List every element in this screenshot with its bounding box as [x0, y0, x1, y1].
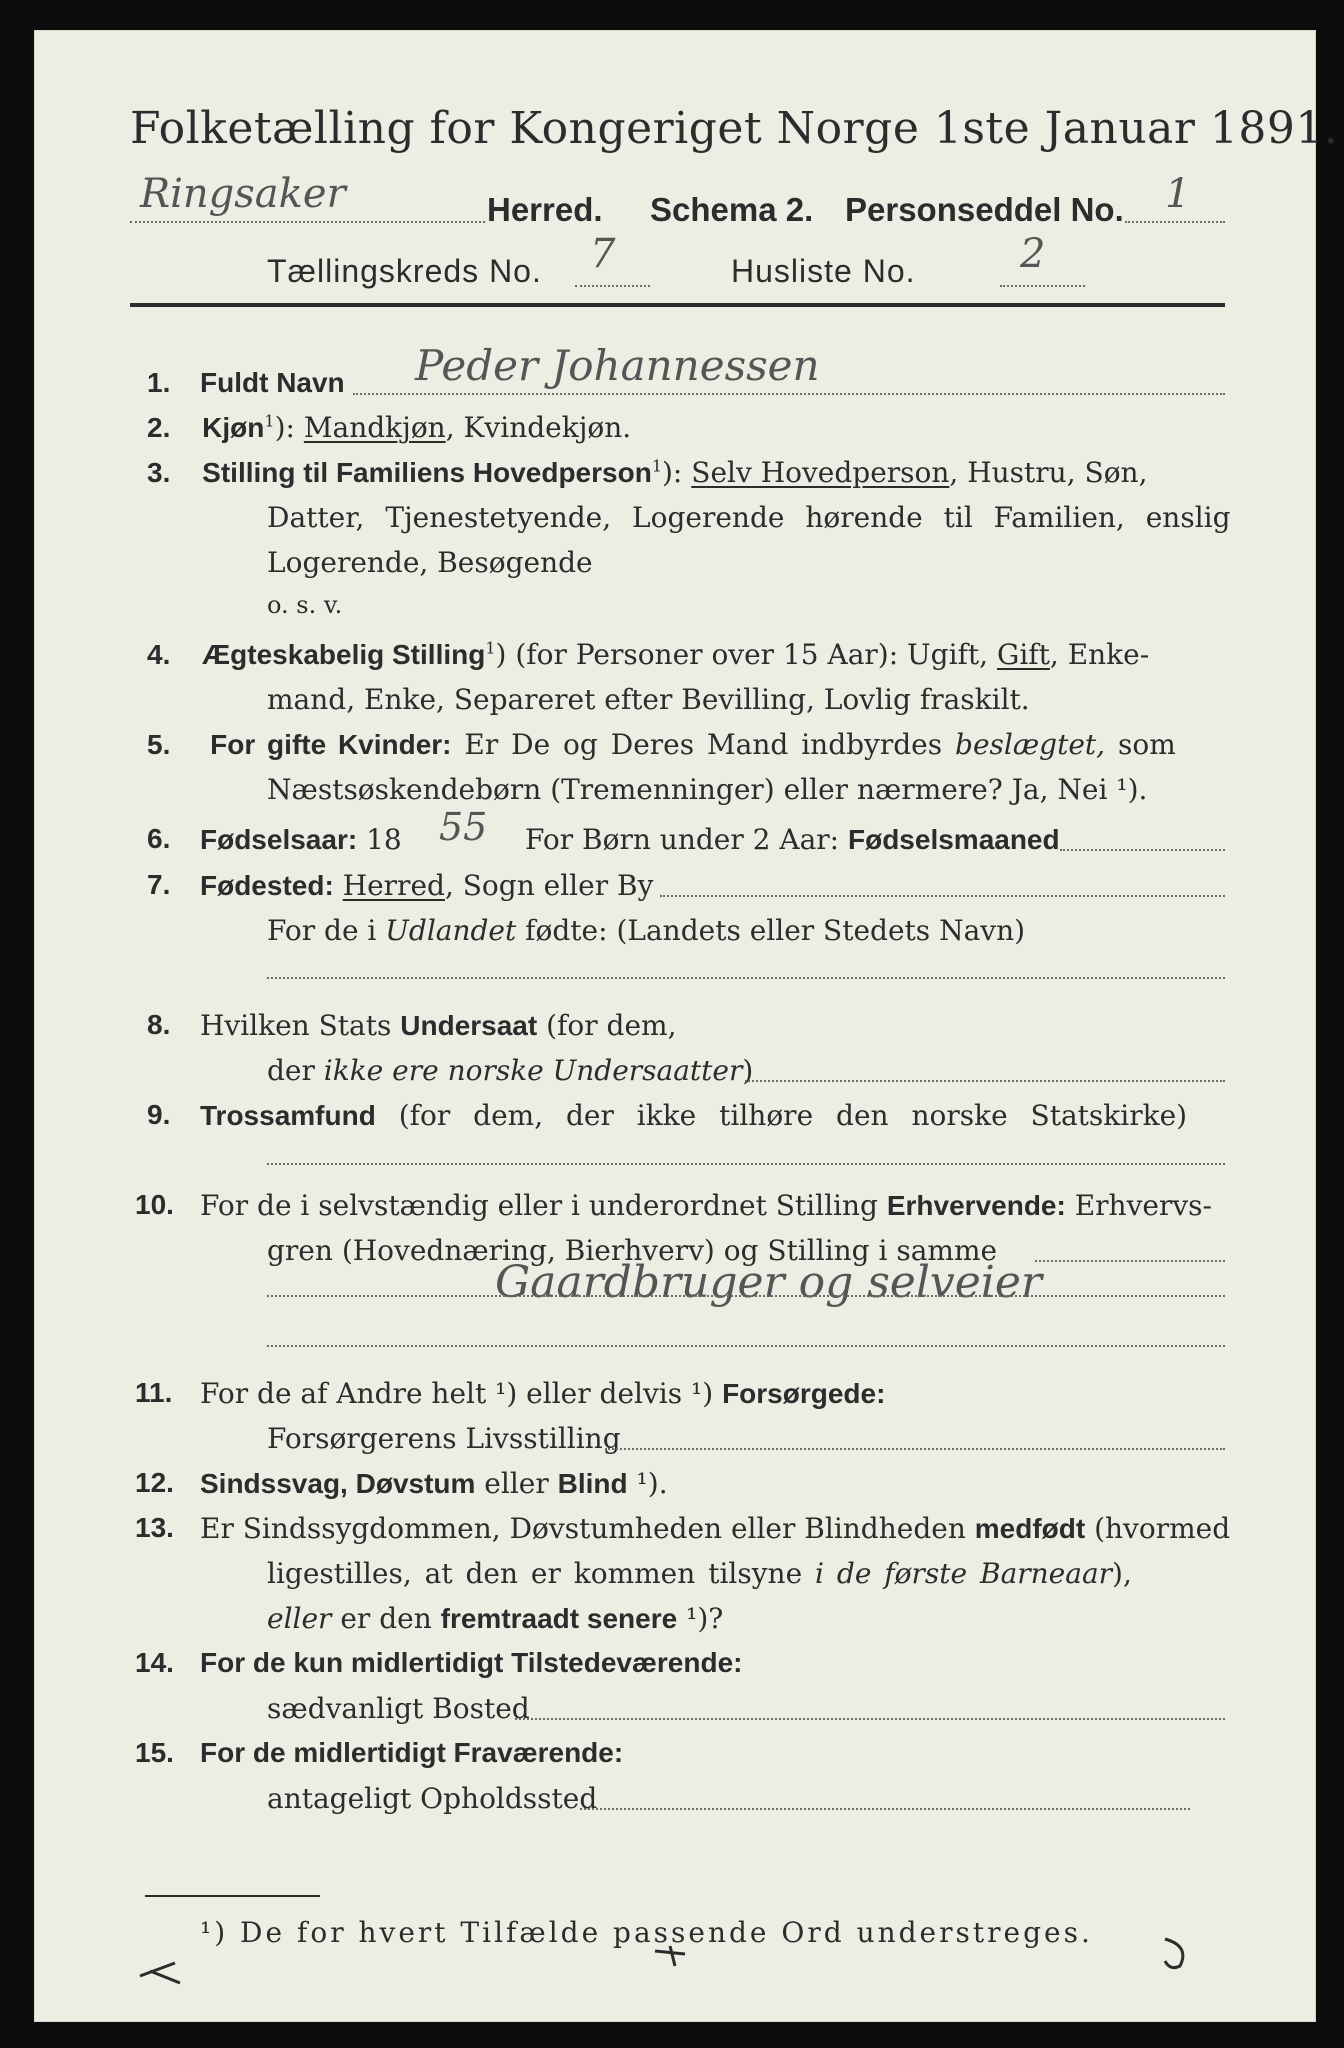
q13-line3-italic: eller: [267, 1602, 332, 1635]
q5-text1: Er De og Deres Mand indbyrdes: [451, 728, 956, 761]
q5-number: 5.: [147, 729, 171, 760]
q10-text1: For de i selvstændig eller i underordnet Stilling: [200, 1189, 887, 1222]
q9-line1: [200, 1099, 1187, 1132]
q11-text1: For de af Andre helt ¹) eller delvis ¹): [200, 1377, 723, 1410]
q15-dotline: [580, 1808, 1190, 1810]
q2-label: Kjøn: [202, 412, 265, 443]
q14-label: For de kun midlertidigt Tilstedeværende:: [200, 1647, 743, 1678]
q6-prefix: 18: [357, 823, 402, 856]
q13-line2-italic: i de første Barneaar: [815, 1557, 1113, 1590]
q8-line2a: der: [267, 1054, 324, 1087]
q7-line2: [267, 914, 1025, 947]
q2-option-kvindekjon: , Kvindekjøn.: [445, 411, 632, 444]
q10-dotline1: [1035, 1260, 1225, 1262]
q2-line: [147, 411, 631, 444]
q7-rest1: , Sogn eller By: [444, 869, 654, 902]
q3-line4: o. s. v.: [267, 591, 343, 619]
q13-line2a: ligestilles, at den er kommen tilsyne: [267, 1557, 816, 1590]
personseddel-label: Personseddel No.: [845, 191, 1124, 228]
q15-label: For de midlertidigt Fraværende:: [200, 1737, 624, 1768]
q13-label: medfødt: [974, 1513, 1086, 1544]
q8-rest1: (for dem,: [537, 1009, 677, 1042]
header-rule: [130, 303, 1225, 307]
q12-mid: eller: [475, 1467, 558, 1500]
q1-dotline: [353, 393, 1225, 395]
husliste-number: 2: [1020, 231, 1046, 277]
q5-line2: Næstsøskendebørn (Tremenninger) eller nærmere? Ja, Nei ¹).: [267, 773, 1148, 806]
q4-option-gift: Gift: [996, 638, 1050, 671]
q7-line2a: For de i: [267, 914, 386, 947]
q8-number: 8.: [147, 1009, 171, 1040]
q6-line: [200, 823, 402, 856]
q4-text1: ) (for Personer over 15 Aar): Ugift,: [495, 638, 997, 671]
q8-line1: [200, 1009, 676, 1042]
schema-label: Schema 2.: [650, 191, 814, 228]
herred-dotline: [130, 221, 485, 223]
q11-label: Forsørgede:: [722, 1378, 886, 1409]
q13-line2b: ),: [1112, 1557, 1132, 1590]
q13-line3a: er den: [331, 1602, 441, 1635]
q9-rest1: (for dem, der ikke tilhøre den norske Statskirke): [375, 1099, 1188, 1132]
q13-line1: [200, 1512, 1230, 1545]
personseddel-number: 1: [1165, 171, 1191, 217]
q3-line1: [147, 456, 1148, 489]
q13-line2: [267, 1557, 1132, 1590]
q11-line1: [200, 1377, 885, 1410]
q8-line2-italic: ikke ere norske Undersaatter: [323, 1054, 743, 1087]
q13-line3: [267, 1602, 723, 1635]
q13-line3b: ¹)?: [677, 1602, 724, 1635]
q3-sup: 1: [651, 456, 662, 476]
q7-line2-italic: Udlandet: [385, 914, 517, 947]
q6-label2: Fødselsmaaned: [847, 824, 1060, 855]
q7-line1: [200, 869, 653, 902]
q11-dotline: [605, 1448, 1225, 1450]
q15-number: 15.: [135, 1737, 174, 1768]
q13-line3-label: fremtraadt senere: [440, 1603, 678, 1634]
q7-line2b: fødte: (Landets eller Stedets Navn): [516, 914, 1026, 947]
q1-answer: Peder Johannessen: [415, 341, 820, 390]
q5-label: For gifte Kvinder:: [210, 729, 452, 760]
q15-line2: antageligt Opholdssted: [267, 1782, 598, 1815]
herred-handwritten: Ringsaker: [140, 171, 346, 217]
q12-label2: Blind: [557, 1468, 628, 1499]
ink-mark-left: [135, 1951, 195, 1991]
q8-text1: Hvilken Stats: [200, 1009, 401, 1042]
q6-dotline: [1060, 849, 1225, 851]
q5-rest1: som: [1105, 728, 1176, 761]
q7-dotline: [660, 895, 1225, 897]
husliste-dotline: [1000, 285, 1085, 287]
q13-number: 13.: [135, 1512, 174, 1543]
q8-line2: [267, 1054, 753, 1087]
q6-label: Fødselsaar:: [200, 824, 358, 855]
footnote: ¹) De for hvert Tilfælde passende Ord understreges.: [200, 1916, 1093, 1949]
q10-number: 10.: [135, 1189, 174, 1220]
kreds-dotline: [575, 285, 650, 287]
q7-option-herred: Herred: [342, 869, 445, 902]
ink-mark-center: [650, 1936, 700, 1976]
q4-number: 4.: [147, 639, 171, 670]
q6-year-answer: 55: [439, 805, 488, 849]
q4-sup: 1: [485, 638, 496, 658]
q10-rest1: Erhvervs-: [1065, 1189, 1213, 1222]
q1-label: Fuldt Navn: [200, 367, 345, 398]
q13-rest1: (hvormed: [1085, 1512, 1231, 1545]
q4-rest1: , Enke-: [1049, 638, 1150, 671]
husliste-label: Husliste No.: [731, 253, 916, 289]
q8-dotline: [745, 1080, 1225, 1082]
q10-line2: gren (Hovednæring, Bierhverv) og Stilling i samme: [267, 1234, 998, 1267]
q12-number: 12.: [135, 1467, 174, 1498]
form-title: Folketælling for Kongeriget Norge 1ste Januar 1891.: [130, 103, 1339, 154]
q6-text2: For Børn under 2 Aar:: [525, 823, 848, 856]
q4-line1: [147, 638, 1149, 671]
q2-number: 2.: [147, 412, 171, 443]
q10-dotline3: [267, 1345, 1225, 1347]
q2-option-mandkjon: Mandkjøn: [303, 411, 446, 444]
q2-text: ):: [274, 411, 304, 444]
q9-number: 9.: [147, 1099, 171, 1130]
q9-label: Trossamfund: [200, 1100, 376, 1131]
q3-number: 3.: [147, 457, 171, 488]
kreds-number: 7: [590, 231, 616, 277]
ink-mark-right: [1145, 1931, 1205, 1981]
q6-line-b: [525, 823, 1060, 856]
q1-number: 1.: [147, 367, 171, 398]
q2-sup: 1: [264, 411, 275, 431]
q3-rest1: , Hustru, Søn,: [949, 456, 1148, 489]
footnote-rule: [145, 1895, 320, 1897]
q14-number: 14.: [135, 1647, 174, 1678]
q10-line1: [200, 1189, 1212, 1222]
q11-number: 11.: [135, 1377, 173, 1408]
q5-italic: beslægtet,: [955, 728, 1106, 761]
q12-label: Sindssvag, Døvstum: [200, 1468, 476, 1499]
q11-line2: Forsørgerens Livsstilling: [267, 1422, 621, 1455]
q3-line3: Logerende, Besøgende: [267, 546, 593, 579]
q3-line2: Datter, Tjenestetyende, Logerende hørende til Familien, enslig: [267, 501, 1231, 534]
q7-dotline2: [267, 977, 1225, 979]
q6-number: 6.: [147, 823, 171, 854]
q12-line1: [200, 1467, 668, 1500]
q4-line2: mand, Enke, Separeret efter Bevilling, Lovlig fraskilt.: [267, 683, 1030, 716]
q4-label: Ægteskabelig Stilling: [202, 639, 486, 670]
q13-text1: Er Sindssygdommen, Døvstumheden eller Blindheden: [200, 1512, 975, 1545]
q8-label: Undersaat: [400, 1010, 538, 1041]
q14-line2: sædvanligt Bosted: [267, 1692, 530, 1725]
herred-label: Herred.: [487, 191, 603, 228]
q5-line1: [147, 728, 1176, 761]
q10-label: Erhvervende:: [886, 1190, 1066, 1221]
q3-label: Stilling til Familiens Hovedperson: [202, 457, 652, 488]
q3-colon: ):: [662, 456, 692, 489]
q9-dotline: [267, 1163, 1225, 1165]
census-form-page: [34, 30, 1339, 2022]
q8-line2b: ): [742, 1054, 754, 1087]
q14-dotline: [515, 1718, 1225, 1720]
personseddel-dotline: [1125, 221, 1225, 223]
kreds-label: Tællingskreds No.: [267, 253, 542, 289]
q7-label: Fødested:: [200, 870, 334, 901]
q7-number: 7.: [147, 869, 171, 900]
q10-dotline2: [267, 1295, 1225, 1297]
q10-answer: Gaardbruger og selveier: [495, 1257, 1042, 1308]
q12-rest1: ¹).: [627, 1467, 668, 1500]
q3-option-selv-hovedperson: Selv Hovedperson: [691, 456, 950, 489]
